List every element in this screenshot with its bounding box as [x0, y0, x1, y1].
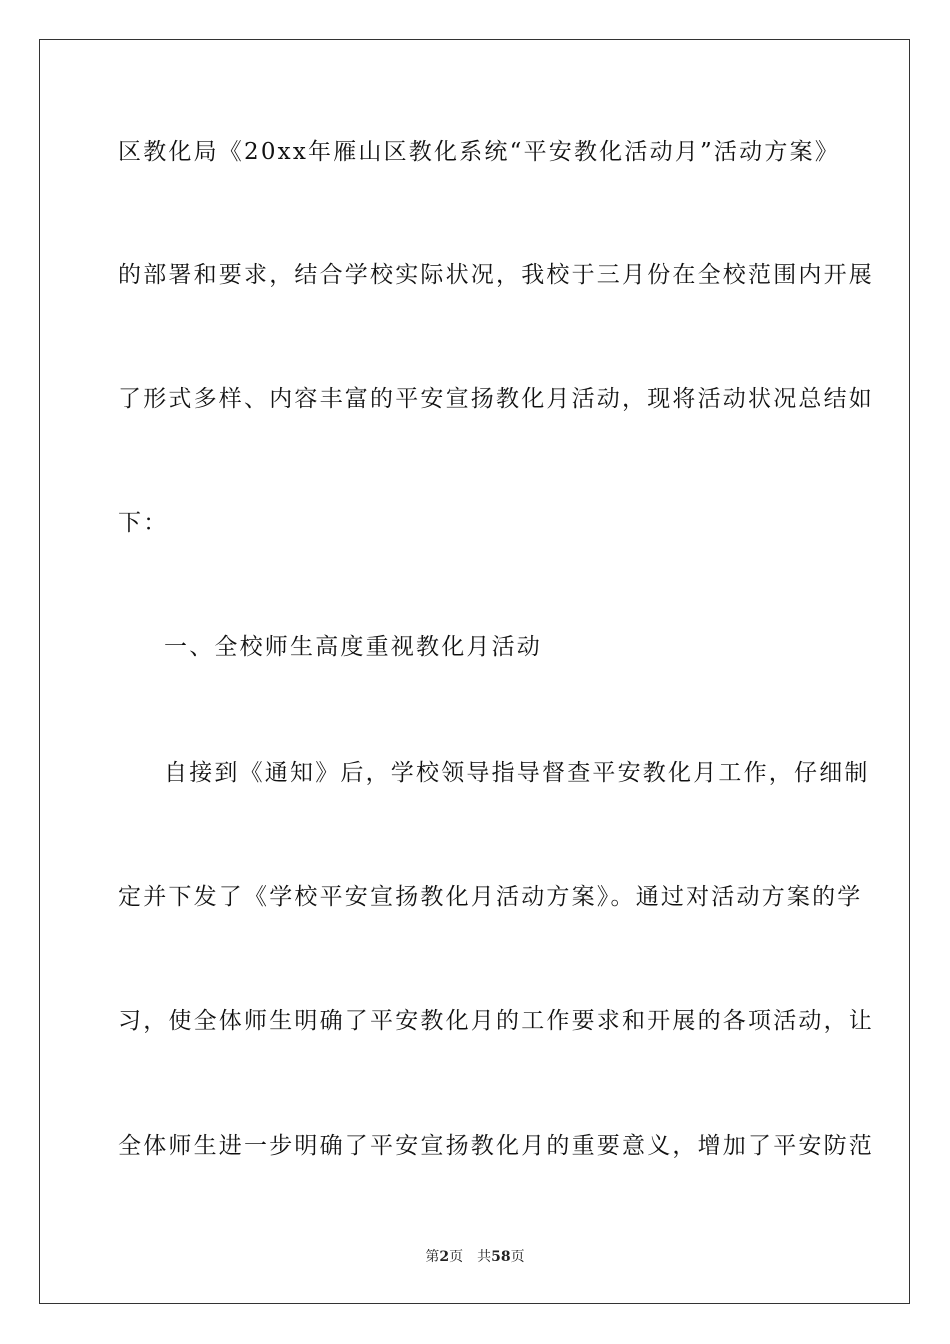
page-border: [39, 39, 910, 1304]
page-prefix: 第: [425, 1249, 440, 1265]
total-suffix: 页: [510, 1249, 525, 1265]
text-line-8: 习，使全体师生明确了平安教化月的工作要求和开展的各项活动，让: [118, 1008, 874, 1034]
section-heading: 一、全校师生高度重视教化月活动: [164, 634, 542, 660]
text-line-1: 区教化局《20xx年雁山区教化系统“平安教化活动月”活动方案》: [118, 139, 840, 165]
text-line-2: 的部署和要求，结合学校实际状况，我校于三月份在全校范围内开展: [118, 262, 874, 288]
text-line-6: 自接到《通知》后，学校领导指导督查平安教化月工作，仔细制: [164, 760, 870, 786]
page-number: 2: [439, 1249, 450, 1265]
text-line-4: 下：: [118, 510, 169, 536]
text-line-3: 了形式多样、内容丰富的平安宣扬教化月活动，现将活动状况总结如: [118, 386, 874, 412]
text-line-7: 定并下发了《学校平安宣扬教化月活动方案》。通过对活动方案的学: [118, 884, 863, 910]
text-line-9: 全体师生进一步明确了平安宣扬教化月的重要意义，增加了平安防范: [118, 1133, 874, 1159]
total-prefix: 共: [477, 1249, 492, 1265]
total-pages: 58: [491, 1249, 511, 1265]
page-footer: [0, 1248, 950, 1266]
page-suffix: 页: [449, 1249, 464, 1265]
